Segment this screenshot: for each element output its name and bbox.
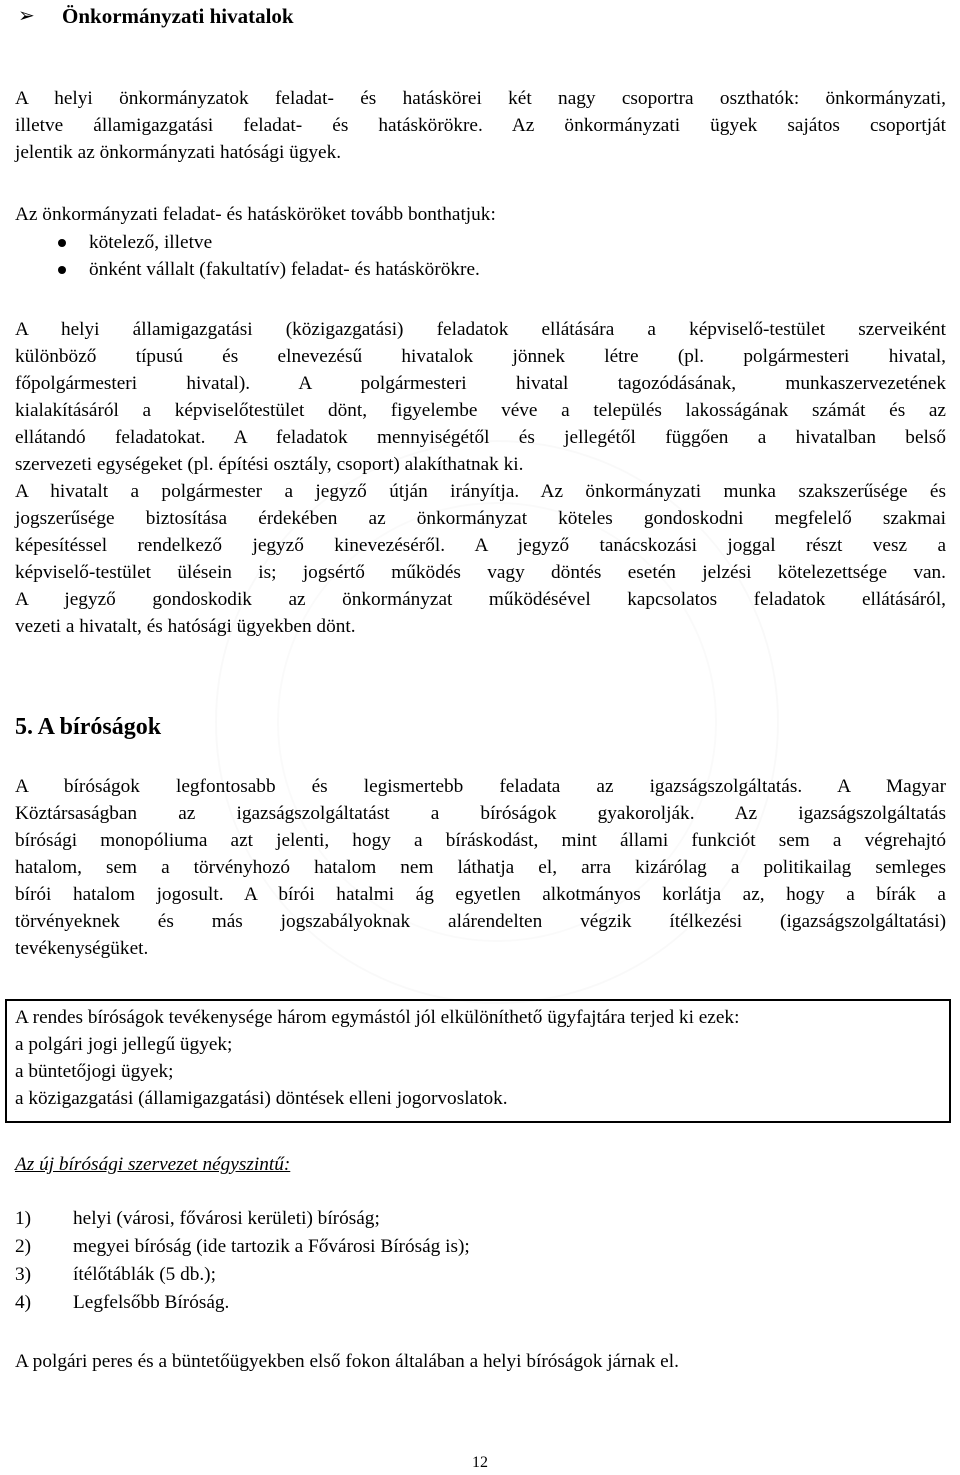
paragraph-line: A jegyző gondoskodik az önkormányzat működésével kapcsolatos feladatok ellátásáról,	[15, 589, 946, 610]
list-number: 1)	[15, 1208, 32, 1229]
list-item-text: Legfelsőbb Bíróság.	[73, 1292, 230, 1313]
paragraph-division	[15, 201, 946, 228]
paragraph-line: A helyi önkormányzatok feladat- és hatáskörei két nagy csoportra oszthatók: önkormányzati,	[15, 88, 946, 109]
paragraph-line: A hivatalt a polgármester a jegyző útján irányítja. Az önkormányzati munka szakszerűsége és	[15, 481, 946, 502]
section-heading-text: Önkormányzati hivatalok	[62, 4, 294, 28]
paragraph-line: hatalom, sem a törvényhozó hatalom nem láthatja el, arra kizárólag a politikailag semleges	[15, 857, 946, 878]
bullet-list	[15, 229, 946, 283]
paragraph-line: illetve államigazgatási feladat- és hatáskörökre. Az önkormányzati ügyek sajátos csoportját	[15, 115, 946, 136]
boxed-note	[5, 999, 951, 1123]
section-title: 5. A bíróságok	[15, 714, 162, 740]
paragraph-line: főpolgármesteri hivatal). A polgármesteri hivatal tagozódásának, munkaszervezetének	[15, 373, 946, 394]
paragraph-line: A bíróságok legfontosabb és legismertebb feladata az igazságszolgáltatás. A Magyar	[15, 776, 946, 797]
paragraph-courts	[15, 773, 946, 962]
list-item-text: helyi (városi, fővárosi kerületi) bíróság;	[73, 1208, 380, 1229]
section-heading	[18, 4, 294, 28]
paragraph-line: kialakításáról a képviselőtestület dönt, figyelembe véve a település lakosságának számát és az	[15, 400, 946, 421]
numbered-list-item	[15, 1205, 470, 1233]
list-item-text: kötelező, illetve	[89, 232, 213, 253]
list-item	[15, 256, 946, 283]
list-number: 3)	[15, 1264, 32, 1285]
paragraph-line: törvényeknek és más jogszabályoknak alárendelten végzik ítélkezési (igazságszolgáltatási)	[15, 911, 946, 932]
paragraph-line: bírói hatalom jogosult. A bírói hatalmi ág egyetlen alkotmányos korlátja az, hogy a bírák a	[15, 884, 946, 905]
paragraph-line: szervezeti egységeket (pl. építési osztály, csoport) alakíthatnak ki.	[15, 454, 524, 475]
paragraph-line: jelentik az önkormányzati hatósági ügyek.	[15, 142, 342, 163]
paragraph-line: képviselő-testület ülésein is; jogsértő működés vagy döntés esetén jelzési kötelezettsége van.	[15, 562, 946, 583]
paragraph-line: ellátandó feladatokat. A feladatok mennyiségétől és jellegétől függően a hivatalban belső	[15, 427, 946, 448]
list-item-text: önként vállalt (fakultatív) feladat- és hatáskörökre.	[89, 259, 480, 280]
paragraph-line: Az önkormányzati feladat- és hatásköröket tovább bonthatjuk:	[15, 204, 496, 225]
list-number: 2)	[15, 1236, 32, 1257]
paragraph-line: jogszerűsége biztosítása érdekében az önkormányzat köteles gondoskodni megfelelő szakmai	[15, 508, 946, 529]
boxed-note-line: a polgári jogi jellegű ügyek;	[15, 1034, 233, 1055]
arrow-bullet-icon: ➢	[18, 5, 35, 27]
paragraph-line: tevékenységüket.	[15, 938, 149, 959]
list-item-text: megyei bíróság (ide tartozik a Fővárosi Bíróság is);	[73, 1236, 470, 1257]
paragraph-line: vezeti a hivatalt, és hatósági ügyekben dönt.	[15, 616, 356, 637]
paragraph-offices	[15, 316, 946, 640]
list-number: 4)	[15, 1292, 32, 1313]
paragraph-line: bírósági monopóliuma azt jelenti, hogy a bíráskodást, mint állami funkciót sem a végrehajtó	[15, 830, 946, 851]
paragraph-intro	[15, 85, 946, 166]
numbered-list-item	[15, 1261, 470, 1289]
numbered-list	[15, 1205, 470, 1317]
paragraph-line: Köztársaságban az igazságszolgáltatást a bíróságok gyakorolják. Az igazságszolgáltatás	[15, 803, 946, 824]
boxed-note-line: a közigazgatási (államigazgatási) döntések elleni jogorvoslatok.	[15, 1088, 508, 1109]
boxed-note-line: A rendes bíróságok tevékenysége három egymástól jól elkülöníthető ügyfajtára terjed ki ezek:	[15, 1007, 740, 1028]
bullet-dot-icon	[58, 266, 66, 274]
italic-subheading: Az új bírósági szervezet négyszintű:	[15, 1154, 291, 1175]
list-item-text: ítélőtáblák (5 db.);	[73, 1264, 216, 1285]
numbered-list-item	[15, 1233, 470, 1261]
paragraph-line: A helyi államigazgatási (közigazgatási) feladatok ellátására a képviselő-testület szerveiként	[15, 319, 946, 340]
paragraph-line: különböző típusú és elnevezésű hivatalok jönnek létre (pl. polgármesteri hivatal,	[15, 346, 946, 367]
boxed-note-line: a büntetőjogi ügyek;	[15, 1061, 174, 1082]
closing-paragraph: A polgári peres és a büntetőügyekben első fokon általában a helyi bíróságok járnak el.	[15, 1351, 679, 1372]
list-item	[15, 229, 946, 256]
numbered-list-item	[15, 1289, 470, 1317]
paragraph-line: képesítéssel rendelkező jegyző kinevezéséről. A jegyző tanácskozási joggal részt vesz a	[15, 535, 946, 556]
bullet-dot-icon	[58, 239, 66, 247]
page-number: 12	[472, 1454, 488, 1471]
